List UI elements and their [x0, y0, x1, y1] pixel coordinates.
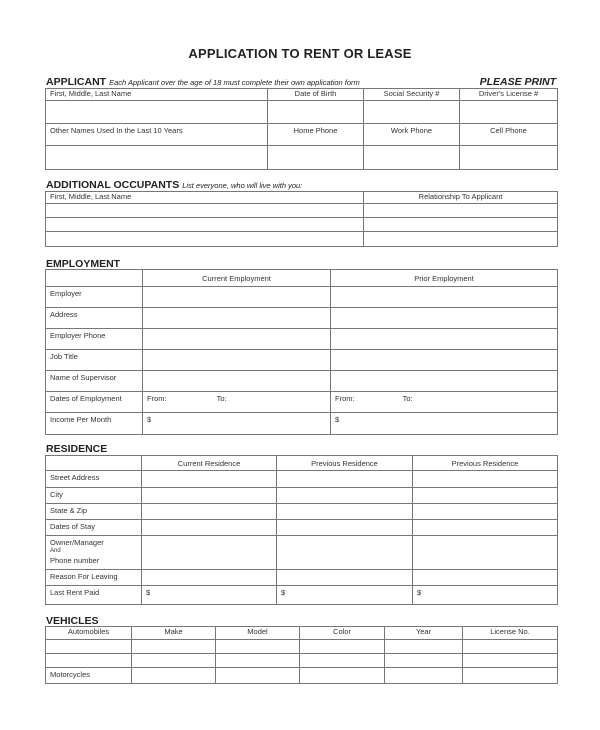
state-zip-label-text: State & Zip	[50, 506, 88, 515]
other-names-label: Other Names Used In the Last 10 Years	[50, 126, 183, 135]
res2-state-zip-field[interactable]	[277, 504, 413, 520]
res2-reason-field[interactable]	[277, 570, 413, 586]
employment-corner-cell	[46, 270, 143, 287]
city-label	[46, 488, 142, 504]
ssn-field[interactable]	[364, 101, 460, 124]
moto-color-field[interactable]	[300, 668, 385, 684]
motorcycles-label-text: Motorcycles	[50, 670, 91, 679]
current-from-label: From:	[147, 394, 167, 403]
form-title: APPLICATION TO RENT OR LEASE	[188, 46, 412, 61]
occupant-relationship-field[interactable]	[364, 204, 558, 218]
res2-dates-field[interactable]	[277, 520, 413, 536]
occupant-relationship-field[interactable]	[364, 218, 558, 232]
res1-rent-field[interactable]	[142, 586, 277, 605]
res2-owner-field[interactable]	[277, 536, 413, 570]
previous-residence-header-2: Previous Residence	[413, 456, 558, 471]
res1-owner-field[interactable]	[142, 536, 277, 570]
dates-of-employment-label	[46, 392, 143, 413]
occupant-name-field[interactable]	[46, 218, 364, 232]
auto-color-field[interactable]	[300, 654, 385, 668]
prior-job-title-field[interactable]	[331, 350, 558, 371]
residence-table	[45, 455, 558, 605]
res3-street-field[interactable]	[413, 471, 558, 488]
employer-phone-label-text: Employer Phone	[50, 331, 106, 340]
occupant-name-field[interactable]	[46, 204, 364, 218]
vehicles-table	[45, 626, 558, 684]
res1-reason-field[interactable]	[142, 570, 277, 586]
relationship-header: Relationship To Applicant	[364, 192, 558, 204]
prior-to-label: To:	[402, 394, 413, 403]
current-income-dollar: $	[147, 415, 152, 424]
applicant-name-field[interactable]	[46, 101, 268, 124]
job-title-label	[46, 350, 143, 371]
occupants-heading-text: ADDITIONAL OCCUPANTS	[46, 179, 180, 191]
auto-color-field[interactable]	[300, 640, 385, 654]
work-phone-field[interactable]	[364, 124, 460, 146]
cell-phone-value[interactable]	[460, 146, 558, 170]
applicant-note: Each Applicant over the age of 18 must complete their own application form	[109, 78, 360, 87]
res3-owner-field[interactable]	[413, 536, 558, 570]
income-label	[46, 413, 143, 435]
current-employer-field[interactable]	[143, 287, 331, 308]
dob-label: Date of Birth	[268, 89, 364, 101]
employer-phone-label	[46, 329, 143, 350]
drivers-license-label: Driver's License #	[460, 89, 558, 101]
current-employment-dates-field[interactable]	[143, 392, 331, 413]
res2-rent-dollar: $	[281, 588, 286, 597]
applicant-table	[45, 88, 558, 170]
dates-of-stay-label	[46, 520, 142, 536]
residence-heading-text: RESIDENCE	[46, 443, 108, 455]
auto-year-field[interactable]	[385, 640, 463, 654]
res3-reason-field[interactable]	[413, 570, 558, 586]
res1-dates-field[interactable]	[142, 520, 277, 536]
current-job-title-field[interactable]	[143, 350, 331, 371]
occupant-relationship-field[interactable]	[364, 232, 558, 247]
model-header: Model	[216, 627, 300, 640]
dates-of-employment-label-text: Dates of Employment	[50, 394, 122, 403]
occupants-heading	[46, 179, 302, 191]
cell-phone-label: Cell Phone	[490, 126, 527, 135]
res2-rent-field[interactable]	[277, 586, 413, 605]
res2-street-field[interactable]	[277, 471, 413, 488]
last-rent-label-text: Last Rent Paid	[50, 588, 100, 597]
auto-make-field[interactable]	[132, 640, 216, 654]
residence-heading	[46, 443, 107, 455]
res3-state-zip-field[interactable]	[413, 504, 558, 520]
auto-license-field[interactable]	[463, 654, 558, 668]
current-income-field[interactable]	[143, 413, 331, 435]
occupant-name-field[interactable]	[46, 232, 364, 247]
reason-leaving-label	[46, 570, 142, 586]
prior-from-label: From:	[335, 394, 355, 403]
prior-employer-field[interactable]	[331, 287, 558, 308]
color-header: Color	[300, 627, 385, 640]
prior-supervisor-field[interactable]	[331, 371, 558, 392]
current-employment-header: Current Employment	[143, 270, 331, 287]
supervisor-label	[46, 371, 143, 392]
auto-year-field[interactable]	[385, 654, 463, 668]
res3-rent-field[interactable]	[413, 586, 558, 605]
auto-type-field[interactable]	[46, 654, 132, 668]
license-no-header: License No.	[463, 627, 558, 640]
home-phone-value[interactable]	[268, 146, 364, 170]
prior-employment-dates-field[interactable]	[331, 392, 558, 413]
employment-table	[45, 269, 558, 435]
ssn-label: Social Security #	[364, 89, 460, 101]
other-names-field[interactable]	[46, 124, 268, 146]
work-phone-label: Work Phone	[390, 126, 433, 135]
current-employer-phone-field[interactable]	[143, 329, 331, 350]
dates-of-stay-label-text: Dates of Stay	[50, 522, 96, 531]
home-phone-field[interactable]	[268, 124, 364, 146]
prior-income-field[interactable]	[331, 413, 558, 435]
please-print-label: PLEASE PRINT	[479, 76, 556, 88]
street-address-label	[46, 471, 142, 488]
work-phone-value[interactable]	[364, 146, 460, 170]
employer-label	[46, 287, 143, 308]
occupants-note: List everyone, who will live with you:	[182, 181, 303, 190]
res1-state-zip-field[interactable]	[142, 504, 277, 520]
dob-field[interactable]	[268, 101, 364, 124]
prior-income-dollar: $	[335, 415, 340, 424]
address-label-text: Address	[50, 310, 78, 319]
auto-type-field[interactable]	[46, 640, 132, 654]
res1-street-field[interactable]	[142, 471, 277, 488]
current-employer-address-field[interactable]	[143, 308, 331, 329]
prior-employment-header: Prior Employment	[331, 270, 558, 287]
year-header: Year	[385, 627, 463, 640]
auto-license-field[interactable]	[463, 640, 558, 654]
owner-manager-line1: Owner/Manager	[50, 538, 104, 547]
res1-city-field[interactable]	[142, 488, 277, 504]
applicant-heading	[46, 76, 360, 88]
current-supervisor-field[interactable]	[143, 371, 331, 392]
automobiles-header: Automobiles	[46, 627, 132, 640]
home-phone-label: Home Phone	[293, 126, 338, 135]
moto-model-field[interactable]	[216, 668, 300, 684]
job-title-label-text: Job Title	[50, 352, 78, 361]
occupant-name-header: First, Middle, Last Name	[46, 192, 364, 204]
owner-manager-label	[46, 536, 142, 570]
reason-leaving-label-text: Reason For Leaving	[50, 572, 118, 581]
occupants-table	[45, 191, 558, 247]
state-zip-label	[46, 504, 142, 520]
vehicles-heading-text: VEHICLES	[46, 615, 99, 627]
street-address-label-text: Street Address	[50, 473, 100, 482]
address-label	[46, 308, 143, 329]
res3-dates-field[interactable]	[413, 520, 558, 536]
drivers-license-field[interactable]	[460, 101, 558, 124]
other-names-value[interactable]	[46, 146, 268, 170]
owner-manager-line2: And	[50, 548, 61, 554]
previous-residence-header: Previous Residence	[277, 456, 413, 471]
prior-employer-address-field[interactable]	[331, 308, 558, 329]
current-to-label: To:	[216, 394, 227, 403]
employer-label-text: Employer	[50, 289, 82, 298]
supervisor-label-text: Name of Supervisor	[50, 373, 117, 382]
income-label-text: Income Per Month	[50, 415, 112, 424]
res2-city-field[interactable]	[277, 488, 413, 504]
employment-heading-text: EMPLOYMENT	[46, 258, 121, 270]
res3-rent-dollar: $	[417, 588, 422, 597]
auto-model-field[interactable]	[216, 654, 300, 668]
applicant-heading-text: APPLICANT	[46, 76, 107, 88]
cell-phone-field[interactable]	[460, 124, 558, 146]
moto-make-field[interactable]	[132, 668, 216, 684]
auto-make-field[interactable]	[132, 654, 216, 668]
owner-manager-line3: Phone number	[50, 556, 100, 565]
current-residence-header: Current Residence	[142, 456, 277, 471]
auto-model-field[interactable]	[216, 640, 300, 654]
motorcycles-label	[46, 668, 132, 684]
moto-license-field[interactable]	[463, 668, 558, 684]
residence-corner-cell	[46, 456, 142, 471]
prior-employer-phone-field[interactable]	[331, 329, 558, 350]
applicant-name-label: First, Middle, Last Name	[46, 89, 268, 101]
last-rent-label	[46, 586, 142, 605]
moto-year-field[interactable]	[385, 668, 463, 684]
res1-rent-dollar: $	[146, 588, 151, 597]
res3-city-field[interactable]	[413, 488, 558, 504]
city-label-text: City	[50, 490, 63, 499]
make-header: Make	[132, 627, 216, 640]
